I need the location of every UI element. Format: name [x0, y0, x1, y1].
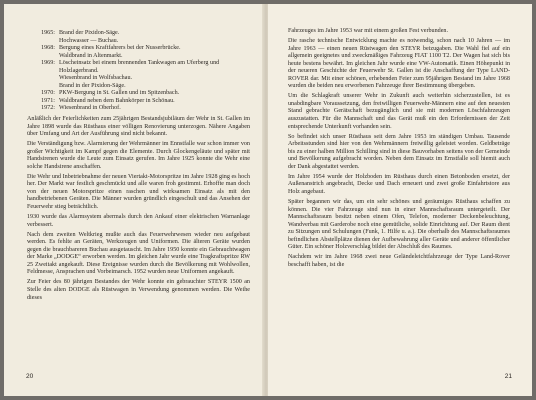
- page-number-left: 20: [26, 373, 34, 380]
- chronology-entry: [27, 105, 250, 113]
- chronology-year: 1970:: [41, 90, 55, 97]
- body-paragraph: So befindet sich unser Rüsthaus seit dem Jahre 1953 im ständigen Umbau. Tausende Arbeitsstunden sind hier von den Wehrmännern freiwillig geleistet worden. Geldbeträge bis zu einer halben Million Schilling sind in diese Bauvorhaben seitens von der Gemeinde und Bevölkerung aufgebracht worden. Neben dem Einsatz im Ernstfalle soll hiemit auch der Dank abgestattet werden.: [288, 133, 510, 170]
- chronology-event: [59, 30, 250, 45]
- body-paragraph: Später begannen wir das, um ein sehr schönes und geräumiges Rüsthaus schaffen zu können. Die vier Fahrzeuge sind nun in einer Mannschaftsraum untergeteilt. Der Mannschaftsraum besitzt neben einem Ofen, Telefon, moderner Deckenbeleuchtung, Wandverbau mit Garderobe noch eine gemütliche, solide Einrichtung auf. Der Raum dient zu Sitzungen und Schulungen (Funk, 1. Hilfe u. a.). Die oberhalb des Mannschaftsraumes befindlichen Abstellplätze dienen der Aufbewahrung aller Geräte und anderer öffentlicher Güter. Ein schöner Holzverschlag bildet der Abschluß des Raumes.: [288, 198, 510, 251]
- chronology-entry: [27, 30, 250, 45]
- chronology-entry: [27, 45, 250, 60]
- left-page: [4, 4, 266, 396]
- body-paragraph: Im Jahre 1954 wurde der Holzboden im Rüsthaus durch einen Betonboden ersetzt, der Außenanstrich angebracht, Decke und Dach erneuert und zwei große Einfahrtstore aus Holz angebaut.: [288, 173, 510, 195]
- chronology-event-line: Wiesenbrand in Wolfsbachau.: [59, 75, 133, 82]
- body-paragraph: Fahrzeuges im Jahre 1953 war mit einem großen Fest verbunden.: [288, 28, 449, 34]
- chronology-event-line: Waldbrand neben dem Bahnkörper in Schönau.: [59, 97, 175, 104]
- body-paragraph: Zur Feier des 80 jährigen Bestandes der Wehr konnte ein gebrauchter STEYR 1500 an Stelle des alten DODGE als Rüstwagen in Verwendung genommen werden. Die Weihe dieses: [27, 279, 250, 301]
- body-paragraph: Nachdem wir im Jahre 1968 zwei neue Geländeleichtfahrzeuge der Type Land-Rover beschafft haben, ist die: [288, 254, 510, 268]
- chronology-year: 1971:: [41, 97, 55, 104]
- chronology-event-line: Waldbrand in Altenmarkt.: [59, 52, 123, 59]
- body-paragraph: Anläßlich der Feierlichkeiten zum 25jährigen Bestandsjubiläum der Wehr in St. Gallen im Jahre 1898 wurde das Rüsthaus einer völligen Renovierung unterzogen. Nähere Angaben über Umfang und Art der Ausführung sind nicht bekannt.: [27, 116, 250, 138]
- chronology-event-line: Hochwasser — Buchau.: [59, 37, 119, 44]
- body-paragraph: Nach dem zweiten Weltkrieg mußte auch das Feuerwehrwesen wieder neu aufgebaut werden. Es fehlte an Geräten, Werkzeugen und Uniformen. Die älteren Geräte wurden gegen die brauchbareren Buchau ausgetauscht. Im Jahre 1950 konnte ein Gebrauchtwagen der Marke „DODGE“ erworben werden. Im gleichen Jahr wurde eine Tragkraftspritze RW 25 Zweitakt angekauft. Diese Ereignisse wurden durch die Bevölkerung mit Wohlwollen, Feldmesse, Ansprachen und Vorbeimarsch. 1952 wurden neue Uniformen angekauft.: [27, 231, 250, 276]
- right-page: [268, 4, 532, 396]
- right-page-text-column: [288, 28, 510, 272]
- chronology-event-line: Löscheinsatz bei einem brennenden Tankwagen am Uferberg und Holzlagerbrand.: [59, 60, 220, 74]
- chronology-event-line: PKW-Bergung in St. Gallen und im Spitzenbach.: [59, 90, 180, 97]
- chronology-entry: [27, 60, 250, 90]
- chronology-event-line: Brand der Pixidon-Säge.: [59, 30, 120, 36]
- body-paragraph: Die Verständigung bzw. Alarmierung der Wehrmänner im Ennstfalle war schon immer von großer Wichtigkeit im Kampf gegen die Elemente. Durch Glockengeläute und später mit Handsirenen wurde die Leute zum Einsatz gerufen. Im Jahre 1925 konnte die Wehr eine solche Handsirene anschaffen.: [27, 141, 250, 170]
- right-page-paragraphs: [288, 28, 510, 269]
- chronology-event: [59, 45, 250, 60]
- chronology-year: 1969:: [41, 60, 55, 67]
- chronology-event: [59, 105, 250, 113]
- chronology-year: 1968:: [41, 45, 55, 52]
- chronology-year: 1972:: [41, 105, 55, 112]
- page-number-right: 21: [504, 373, 512, 380]
- chronology-event-line: Bergung eines Kraftfahrers bei der Nusserbrücke.: [59, 45, 181, 52]
- chronology-year: 1965:: [41, 30, 55, 36]
- left-page-paragraphs: [27, 116, 250, 302]
- body-paragraph: 1930 wurde das Alarmsystem abermals durch den Ankauf einer elektrischen Warnanlage verbessert.: [27, 214, 250, 228]
- body-paragraph: Um die Schlagkraft unserer Wehr in Zukunft auch weiterhin sicherzustellen, ist es unabdingbare Voraussetzung, den freiwilligen Feuerwehr-Männern eine auf den neuesten Stand gebrachte Gerätschaft bezugänglich und sie mit modernen Löschfahrzeugen auszustatten. Für die Mannschaft und das Gerät muß ein den Erfordernissen der Zeit entsprechende Unterkunft vorhanden sein.: [288, 93, 510, 130]
- chronology-entry: [27, 90, 250, 98]
- chronology-event-line: Wiesenbrand in Oberhof.: [59, 105, 121, 112]
- chronology-event-line: Brand in der Pixidon-Säge.: [59, 82, 126, 89]
- chronology-event: [59, 90, 250, 98]
- incident-chronology: [27, 30, 250, 113]
- left-page-text-column: [27, 30, 250, 305]
- body-paragraph: Die rasche technische Entwicklung machte es notwendig, schon nach 10 Jahren — im Jahre 1963 — einen neuen Rüstwagen den STEYR beizugaben. Die Wahl fiel auf ein allgemein geeignetes und zweckmäßiges Fahrzeug FIAT 1100 T2. Der Wagen hat sich bis heute bestens bewährt. Im gleichen Jahr wurde eine VW-Automatik. Einen Höhepunkt in der neueren Geschichte der Feuerwehr St. Gallen ist die Anschaffung der Type LAND-ROVER dar. Mit einer schönen, erhebenden Feier zum 95jährigen Bestand im Jahre 1968 wurden die beiden neu erworbenen Fahrzeuge ihrer Bestimmung übergeben.: [288, 38, 510, 90]
- chronology-event: [59, 60, 250, 90]
- body-paragraph: Die Wehr und Inbetriebnahme der neuen Viertakt-Motorspritze im Jahre 1928 ging es hoch her. Der Markt war festlich geschmückt und alle waren froh gestimmt. Erhoffte man doch von der neuen Motorspritze einen raschen und wirksamen Einsatz als mit den handbetriebenen Geräten. Die Männer wurden gründlich eingeschult und das Ansehen der Feuerwehr stieg beträchtlich.: [27, 173, 250, 211]
